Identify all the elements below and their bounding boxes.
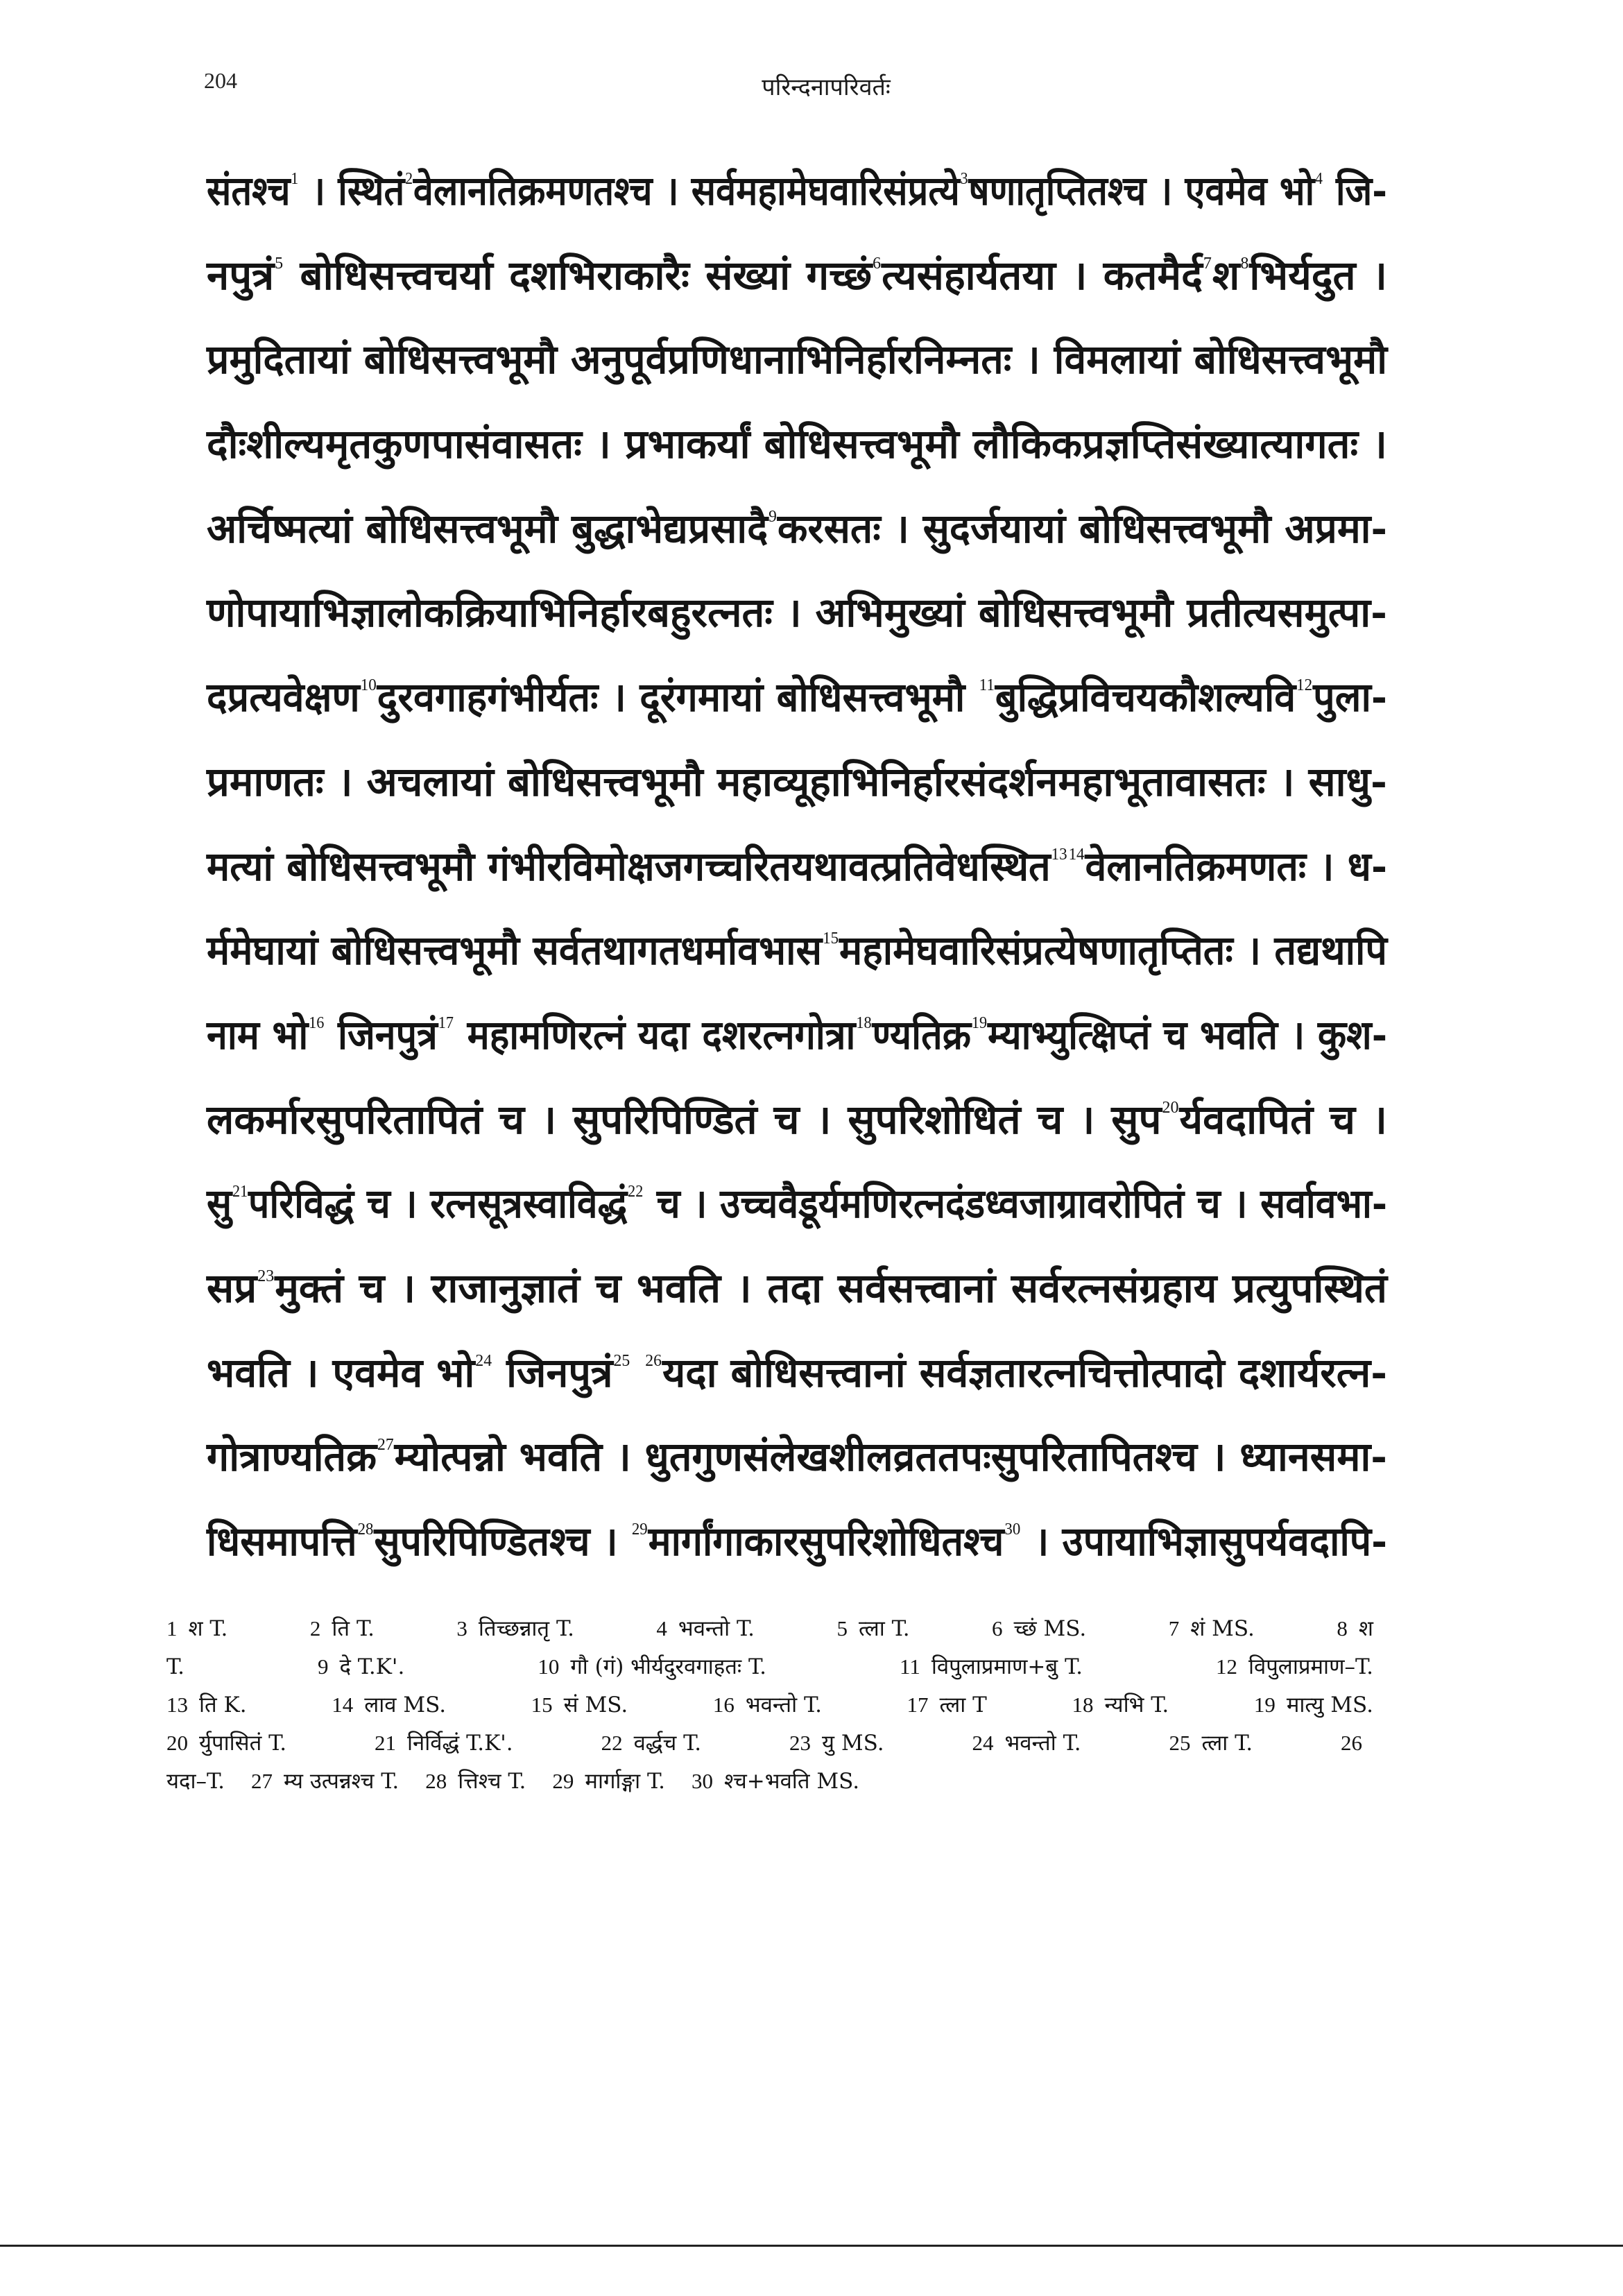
footnote-marker: 10 [360,676,377,695]
text-line [207,1331,1387,1416]
text-line [207,1078,1387,1163]
text-line-content [207,740,1387,825]
footnote-text: यदा–T. [166,1769,225,1794]
footnote-entry [251,1762,399,1801]
footnote-text: T. [166,1654,184,1679]
footnote-entry [1254,1686,1373,1724]
footnote-entry [836,1609,909,1648]
text-line-content [207,1500,1387,1584]
footnote-marker: 7 [1203,254,1212,273]
text-line [207,318,1387,402]
text-line [207,149,1387,234]
footnote-number: 29 [552,1769,574,1793]
text-segment: णोपायाभिज्ञालोकक्रियाभिनिर्हारबहुरत्नतः । अभिमुख्यां बोधिसत्त्वभूमौ प्रतीत्यसमुत्पा- [207,589,1387,637]
footnote-entry [318,1647,404,1686]
text-line-content [207,1246,1387,1331]
text-line-content [207,825,1387,909]
footnote-number: 10 [538,1654,560,1679]
text-segment: सु [207,1180,232,1228]
footnote-marker: 18 [856,1013,872,1032]
text-line [207,1162,1387,1246]
text-segment: म्योत्पन्नो भवति । धुतगुणसंलेखशीलव्रततपःसुपरितापितश्च । ध्यानसमा- [394,1433,1387,1481]
footnote-number: 11 [900,1654,920,1679]
footnote-number: 16 [712,1693,735,1717]
footnote-entry [538,1647,766,1686]
text-line [207,1246,1387,1331]
text-line-content [207,1078,1387,1163]
footnote-line [166,1609,1373,1647]
footnote-marker: 13 [1051,845,1067,864]
footnote-line-content [166,1724,1373,1763]
text-line [207,740,1387,825]
footnote-number: 30 [691,1769,713,1793]
text-segment: सप्र [207,1264,257,1312]
footnote-text: लाव MS. [364,1693,447,1717]
footnote-text: मात्यु MS. [1286,1693,1373,1717]
footnote-text: शं MS. [1190,1616,1255,1641]
text-segment: जिनपुत्रं [492,1348,613,1396]
text-segment: नाम भो [207,1011,309,1059]
footnote-text: तिच्छन्नातृ T. [478,1616,574,1641]
text-line-content [207,149,1387,234]
footnote-number: 22 [601,1731,623,1755]
footnote-text: विपुलाप्रमाण–T. [1248,1654,1373,1679]
footnote-entry [531,1686,628,1724]
text-segment: षणातृप्तितश्च । एवमेव भो [968,167,1315,214]
footnote-marker: 22 [628,1183,644,1201]
footnote-marker: 23 [257,1267,275,1285]
footnote-entry [552,1762,665,1801]
footnote-line [166,1762,1373,1800]
footnote-marker: 24 [475,1351,492,1370]
footnote-text: म्य उत्पन्नश्च T. [283,1769,400,1794]
footer-rule [0,2245,1623,2247]
text-line-content [207,1331,1387,1416]
footnote-entry [310,1609,375,1648]
footnote-entry [375,1724,513,1763]
text-segment: मुक्तं च । राजानुज्ञातं च भवति । तदा सर्वसत्त्वानां सर्वरत्नसंग्रहाय प्रत्युपस्थितं [275,1264,1387,1312]
footnote-number: 24 [972,1731,994,1755]
footnote-marker: 25 [613,1351,630,1370]
text-segment: दुरवगाहगंभीर्यतः । दूरंगमायां बोधिसत्त्वभूमौ [377,674,979,721]
text-segment: श [1212,251,1240,299]
footnote-marker: 3 [960,170,968,188]
footnote-entry [166,1686,247,1724]
footnote-entry [456,1609,574,1648]
footnote-text: सं MS. [563,1693,628,1717]
text-line [207,909,1387,993]
text-segment: बुद्धिप्रविचयकौशल्यवि [995,674,1296,721]
footnote-number: 14 [332,1693,354,1717]
footnote-number: 9 [317,1654,329,1679]
footnote-line-content [166,1762,859,1801]
footnote-marker: 26 [645,1351,662,1370]
text-segment: करसतः । सुदर्जयायां बोधिसत्त्वभूमौ अप्रमा- [777,504,1387,552]
text-line-content [207,993,1387,1078]
text-segment: जि- [1323,167,1387,214]
footnote-marker: 8 [1240,254,1249,273]
text-segment: भवति । एवमेव भो [207,1348,475,1396]
footnote-marker: 19 [971,1013,988,1032]
text-segment: प्रमुदितायां बोधिसत्त्वभूमौ अनुपूर्वप्रणिधानाभिनिर्हारनिम्नतः । विमलायां बोधिसत्त्वभूमौ [207,336,1387,384]
footnote-marker: 16 [309,1013,325,1032]
text-line [207,234,1387,318]
footnote-text: यु MS. [822,1731,884,1756]
text-line-content [207,656,1387,740]
text-segment: प्रमाणतः । अचलायां बोधिसत्त्वभूमौ महाव्यूहाभिनिर्हारसंदर्शनमहाभूतावासतः । साधु- [207,757,1387,805]
text-line [207,402,1387,487]
footnote-marker: 15 [823,929,839,948]
footnote-number: 6 [992,1616,1003,1640]
text-line [207,656,1387,740]
footnote-number: 28 [425,1769,447,1793]
footnote-marker: 28 [357,1520,374,1539]
footnote-entry [1072,1686,1169,1724]
footnote-entry [656,1609,755,1648]
footnote-entry [166,1763,225,1801]
text-segment: दौःशील्यमृतकुणपासंवासतः । प्रभाकर्यां बोधिसत्त्वभूमौ लौकिकप्रज्ञप्तिसंख्यात्यागतः । [207,420,1387,468]
text-segment: मार्गांगाकारसुपरिशोधितश्च [648,1518,1004,1565]
text-line-content [207,1162,1387,1246]
text-segment: वेलानतिक्रमणतश्च । सर्वमहामेघवारिसंप्रत्ये [413,167,960,214]
body-text-block [207,149,1387,1584]
footnotes-block [166,1609,1373,1800]
footnote-text: र्युपासितं T. [199,1731,287,1756]
footnote-marker: 21 [232,1183,248,1201]
text-segment: यदा बोधिसत्त्वानां सर्वज्ञतारत्नचित्तोत्पादो दशार्यरत्न- [662,1348,1388,1396]
text-segment: धिसमापत्ति [207,1518,357,1565]
footnote-entry [789,1724,884,1763]
footnote-marker: 29 [631,1520,648,1539]
text-line [207,487,1387,572]
text-line-content [207,318,1387,402]
footnote-text: श T. [188,1616,228,1641]
text-segment: महामेघवारिसंप्रत्येषणातृप्तितः । तद्यथापि [839,927,1387,975]
footnote-text: वर्द्धच T. [633,1731,702,1756]
footnote-number: 7 [1168,1616,1180,1640]
footnote-marker: 5 [275,254,284,273]
footnote-entry [900,1647,1083,1686]
footnote-marker: 9 [768,507,777,526]
footnote-entry [992,1609,1086,1648]
footnote-text: श [1358,1616,1373,1641]
footnote-entry [425,1762,526,1801]
footnote-number: 12 [1215,1654,1237,1679]
footnote-number: 26 [1340,1731,1362,1755]
footnote-line-content [166,1686,1373,1724]
footnote-marker: 27 [377,1436,394,1455]
footnote-line-content [166,1647,1373,1686]
footnote-entry [907,1686,987,1724]
footnote-marker: 6 [873,254,882,273]
text-segment: म्याभ्युत्क्षिप्तं च भवति । कुश- [988,1011,1387,1059]
footnote-number: 1 [166,1616,178,1640]
footnote-entry [1337,1609,1373,1648]
footnote-text: श्च+भवति MS. [723,1769,860,1794]
footnote-entry [166,1724,286,1763]
footnote-marker: 17 [438,1013,454,1032]
footnote-entry [972,1724,1081,1763]
footnote-number: 8 [1337,1616,1348,1640]
footnote-number: 27 [250,1769,273,1793]
footnote-marker: 4 [1315,170,1323,188]
text-segment: र्ममेघायां बोधिसत्त्वभूमौ सर्वतथागतधर्मावभास [207,927,823,975]
footnote-text: भवन्तो T. [678,1616,755,1641]
text-segment: मत्यां बोधिसत्त्वभूमौ गंभीरविमोक्षजगच्चरितयथावत्प्रतिवेधस्थित [207,842,1051,890]
footnote-marker: 30 [1004,1520,1021,1539]
footnote-line [166,1647,1373,1686]
footnote-entry [601,1724,702,1763]
text-line-content [207,487,1387,572]
footnote-number: 4 [656,1616,667,1640]
text-segment: अर्चिष्मत्यां बोधिसत्त्वभूमौ बुद्धाभेद्यप्रसादै [207,504,768,552]
footnote-number: 21 [375,1731,397,1755]
footnote-entry [1216,1647,1373,1686]
footnote-number: 18 [1072,1693,1094,1717]
text-segment: दप्रत्यवेक्षण [207,674,360,721]
footnote-text: निर्विद्धं T.K'. [407,1731,513,1756]
footnote-number: 19 [1253,1693,1276,1717]
text-line [207,1500,1387,1584]
text-segment: वेलानतिक्रमणतः । ध- [1085,842,1387,890]
footnote-number: 23 [789,1731,811,1755]
footnote-text: न्यभि T. [1104,1693,1169,1717]
text-segment: बोधिसत्त्वचर्या दशभिराकारैः संख्यां गच्छं [284,251,873,299]
footnote-entry [166,1648,184,1686]
footnote-marker: 2 [405,170,413,188]
footnote-number: 20 [166,1731,188,1755]
footnote-number: 3 [456,1616,467,1640]
footnote-text: मार्गाङ्गा T. [585,1769,665,1794]
text-line-content [207,234,1387,318]
footnote-line-content [166,1609,1373,1648]
text-segment: भिर्यदुत । [1249,251,1387,299]
footnote-text: गौ (गं) भीर्यदुरवगाहतः T. [570,1654,767,1679]
footnote-text: ति K. [199,1693,247,1717]
footnote-text: ति T. [332,1616,375,1641]
footnote-text: दे T.K'. [339,1654,405,1679]
footnote-line [166,1686,1373,1724]
footnote-entry [1169,1724,1253,1763]
footnote-number: 25 [1169,1731,1191,1755]
running-title: परिन्दनापरिवर्तः [762,74,891,101]
text-segment: ण्यतिक्र [872,1011,971,1059]
text-segment [630,1349,644,1396]
footnote-entry [692,1762,859,1801]
footnote-entry [1341,1724,1373,1763]
text-segment: पुला- [1313,674,1387,721]
footnote-entry [166,1609,227,1648]
footnote-marker: 20 [1162,1098,1179,1117]
footnote-text: भवन्तो T. [1004,1731,1081,1756]
footnote-number: 2 [309,1616,321,1640]
footnote-text: त्ला T. [1201,1731,1253,1756]
footnote-text: विपुलाप्रमाण+बु T. [931,1654,1083,1679]
footnote-number: 13 [166,1693,188,1717]
text-segment: सुपरिपिण्डितश्च । [374,1518,631,1565]
text-line-content [207,571,1387,656]
text-segment: च । उच्चवैडूर्यमणिरत्नदंडध्वजाग्रावरोपितं च । सर्वावभा- [644,1180,1387,1228]
text-segment: लकर्मारसुपरितापितं च । सुपरिपिण्डितं च । सुपरिशोधितं च । सुप [207,1095,1162,1143]
footnote-marker: 12 [1296,676,1313,695]
text-line [207,1415,1387,1500]
text-segment: संतश्च [207,167,291,214]
footnote-text: त्ला T. [858,1616,910,1641]
footnote-entry [332,1686,446,1724]
footnote-number: 17 [907,1693,929,1717]
text-line [207,993,1387,1078]
text-segment: । उपायाभिज्ञासुपर्यवदापि- [1021,1518,1387,1565]
text-segment: । स्थितं [299,167,405,214]
footnote-marker: 14 [1068,845,1085,864]
footnote-line [166,1724,1373,1762]
text-line-content [207,402,1387,487]
text-line-content [207,1415,1387,1500]
text-line-content [207,909,1387,993]
text-segment: जिनपुत्रं [325,1011,438,1059]
text-segment: गोत्राण्यतिक्र [207,1433,377,1481]
text-segment: परिविद्धं च । रत्नसूत्रस्वाविद्धं [248,1180,628,1228]
footnote-entry [713,1686,822,1724]
text-segment: महामणिरत्नं यदा दशरत्नगोत्रा [454,1011,856,1059]
footnote-text: त्तिश्च T. [458,1769,526,1794]
text-segment: र्यवदापितं च । [1179,1095,1387,1143]
footnote-number: 15 [531,1693,553,1717]
footnote-entry [1169,1609,1255,1648]
text-line [207,571,1387,656]
page-number: 204 [204,68,237,93]
text-line [207,825,1387,909]
footnote-text: च्छं MS. [1013,1616,1087,1641]
footnote-marker: 1 [291,170,299,188]
text-segment: त्यसंहार्यतया । कतमैर्द [882,251,1203,299]
footnote-text: भवन्तो T. [745,1693,822,1717]
footnote-marker: 11 [979,676,995,695]
footnote-text: त्ला T [939,1693,987,1717]
text-segment: नपुत्रं [207,251,275,299]
footnote-number: 5 [836,1616,848,1640]
